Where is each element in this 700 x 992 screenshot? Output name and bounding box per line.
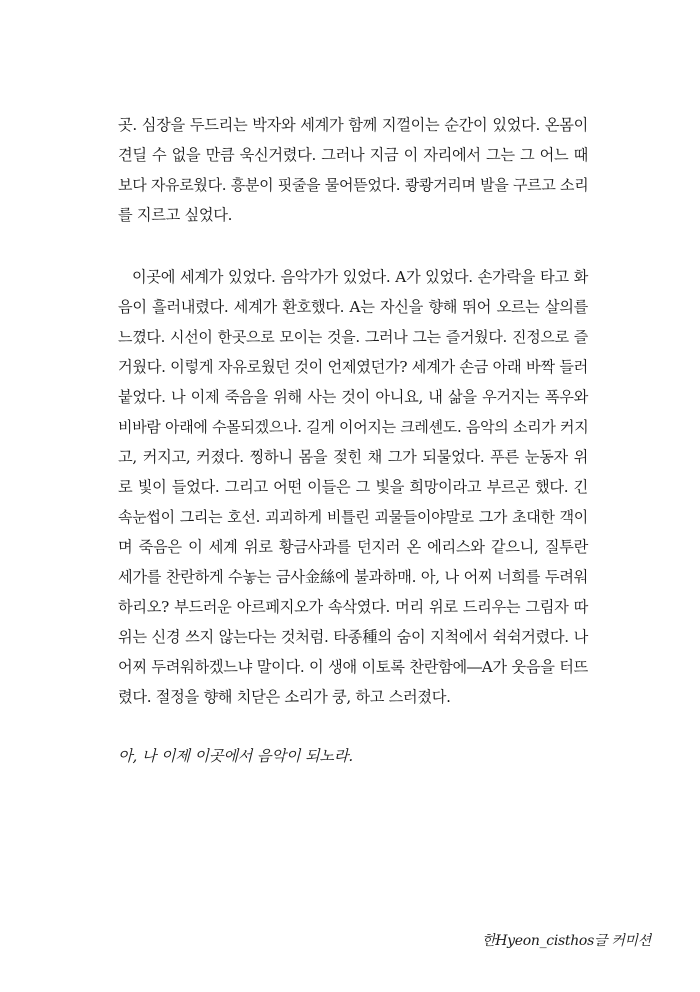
paragraph-2 [118,262,588,712]
paragraph-2-line: 이곳에 세계가 있었다. 음악가가 있었다. A가 있었다. 손가락을 타고 화 [132,268,588,286]
paragraph-1-line: 보다 자유로웠다. 흥분이 핏줄을 물어뜯었다. 쾅쾅거리며 발을 구르고 소리 [118,176,589,194]
paragraph-2-line: 위는 신경 쓰지 않는다는 것처럼. 타종種의 숨이 지척에서 쉭쉭거렸다. 나 [118,628,588,646]
paragraph-1-line: 곳. 심장을 두드리는 박자와 세계가 함께 지껄이는 순간이 있었다. 온몸이 [118,116,588,134]
paragraph-2-line: 음이 흘러내렸다. 세계가 환호했다. A는 자신을 향해 뛰어 오르는 살의를 [118,298,588,316]
paragraph-1 [118,110,588,230]
paragraph-2-line: 렸다. 절정을 향해 치닫은 소리가 쿵, 하고 스러졌다. [118,688,451,706]
paragraph-1-line: 견딜 수 없을 만큼 욱신거렸다. 그러나 지금 이 자리에서 그는 그 어느 때 [118,146,588,164]
paragraph-2-line: 고, 커지고, 커졌다. 찡하니 몸을 젖힌 채 그가 되물었다. 푸른 눈동자 위 [118,448,588,466]
paragraph-2-line: 로 빛이 들었다. 그리고 어떤 이들은 그 빛을 희망이라고 부르곤 했다. 긴 [118,478,588,496]
paragraph-2-line: 느꼈다. 시선이 한곳으로 모이는 것을. 그러나 그는 즐거웠다. 진정으로 즐 [118,328,588,346]
closing-line: 아, 나 이제 이곳에서 음악이 되노라. [118,747,353,765]
paragraph-2-line: 하리오? 부드러운 아르페지오가 속삭였다. 머리 위로 드리우는 그림자 따 [118,598,588,616]
paragraph-2-line: 어찌 두려워하겠느냐 말이다. 이 생애 이토록 찬란함에―A가 웃음을 터뜨 [118,658,588,676]
paragraph-2-line: 며 죽음은 이 세계 위로 황금사과를 던지러 온 에리스와 같으니, 질투란 [118,538,588,556]
paragraph-2-line: 붙었다. 나 이제 죽음을 위해 사는 것이 아니요, 내 삶을 우거지는 폭우와 [118,388,588,406]
paragraph-2-line: 거웠다. 이렇게 자유로웠던 것이 언제였던가? 세계가 손금 아래 바짝 들러 [118,358,588,376]
paragraph-2-line: 비바람 아래에 수몰되겠으나. 길게 이어지는 크레셴도. 음악의 소리가 커지 [118,418,589,436]
paragraph-1-line: 를 지르고 싶었다. [118,206,233,224]
paragraph-2-line: 세가를 찬란하게 수놓는 금사金絲에 불과하매. 아, 나 어찌 너희를 두려워 [118,568,588,586]
credit-line: 한Hyeon_cisthos글 커미션 [482,933,651,949]
paragraph-2-line: 속눈썹이 그리는 호선. 괴괴하게 비틀린 괴물들이야말로 그가 초대한 객이 [118,508,588,526]
